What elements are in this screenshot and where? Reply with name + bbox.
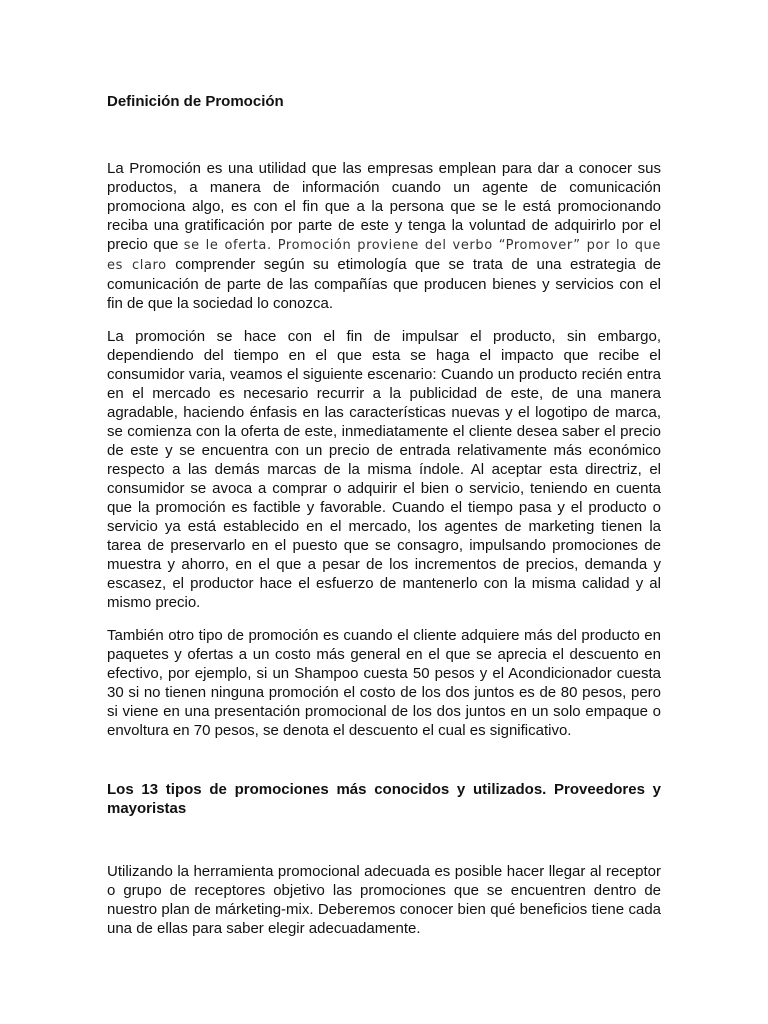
paragraph-definicion-part3: comprender según su etimología que se trata de una estrategia de comunicación de parte de las compañías que producen bienes y servicios con el fin de que la sociedad lo conozca. <box>107 256 661 312</box>
paragraph-herramienta: Utilizando la herramienta promocional adecuada es posible hacer llegar al receptor o grupo de receptores objetivo las promociones que se encuentren dentro de nuestro plan de márketing-mix. Deberemos conocer bien qué beneficios tiene cada una de ellas para saber elegir adecuadamente. <box>107 863 661 937</box>
paragraph-definicion-part2: se le oferta. Promoción proviene del verbo “Promover” por lo que es claro <box>107 238 661 273</box>
document-body <box>107 92 661 938</box>
section-heading-tipos: Los 13 tipos de promociones más conocidos y utilizados. Proveedores y mayoristas <box>107 781 661 817</box>
paragraph-impulso: La promoción se hace con el fin de impulsar el producto, sin embargo, dependiendo del tiempo en el que esta se haga el impacto que recibe el consumidor varia, veamos el siguiente escenario: Cuando un producto recién entra en el mercado es necesario recurrir a la publicidad de este, de una manera agradable, haciendo énfasis en las características nuevas y el logotipo de marca, se comienza con la oferta de este, inmediatamente el cliente desea saber el precio de este y se encuentra con un precio de entrada relativamente más económico respecto a las demás marcas de la misma índole. Al aceptar esta directriz, el consumidor se avoca a comprar o adquirir el bien o servicio, teniendo en cuenta que la promoción es factible y favorable. Cuando el tiempo pasa y el producto o servicio ya está establecido en el mercado, los agentes de marketing tienen la tarea de preservarlo en el puesto que se consagro, impulsando promociones de muestra y ahorro, en el que a pesar de los incrementos de precios, demanda y escasez, el productor hace el esfuerzo de mantenerlo con la misma calidad y al mismo precio. <box>107 328 661 611</box>
section-heading-definicion: Definición de Promoción <box>107 93 284 110</box>
paragraph-definicion <box>107 159 661 313</box>
paragraph-definicion-part1: La Promoción es una utilidad que las empresas emplean para dar a conocer sus productos, a manera de información cuando un agente de comunicación promociona algo, es con el fin que a la persona que se le está promocionando reciba una gratificación por parte de este y tenga la voluntad de adquirirlo por el precio que <box>107 160 661 253</box>
paragraph-paquetes: También otro tipo de promoción es cuando el cliente adquiere más del producto en paquetes y ofertas a un costo más general en el que se aprecia el descuento en efectivo, por ejemplo, si un Shampoo cuesta 50 pesos y el Acondicionador cuesta 30 si no tienen ninguna promoción el costo de los dos juntos es de 80 pesos, pero si viene en una presentación promocional de los dos juntos en un solo empaque o envoltura en 70 pesos, se denota el descuento el cual es significativo. <box>107 627 661 739</box>
